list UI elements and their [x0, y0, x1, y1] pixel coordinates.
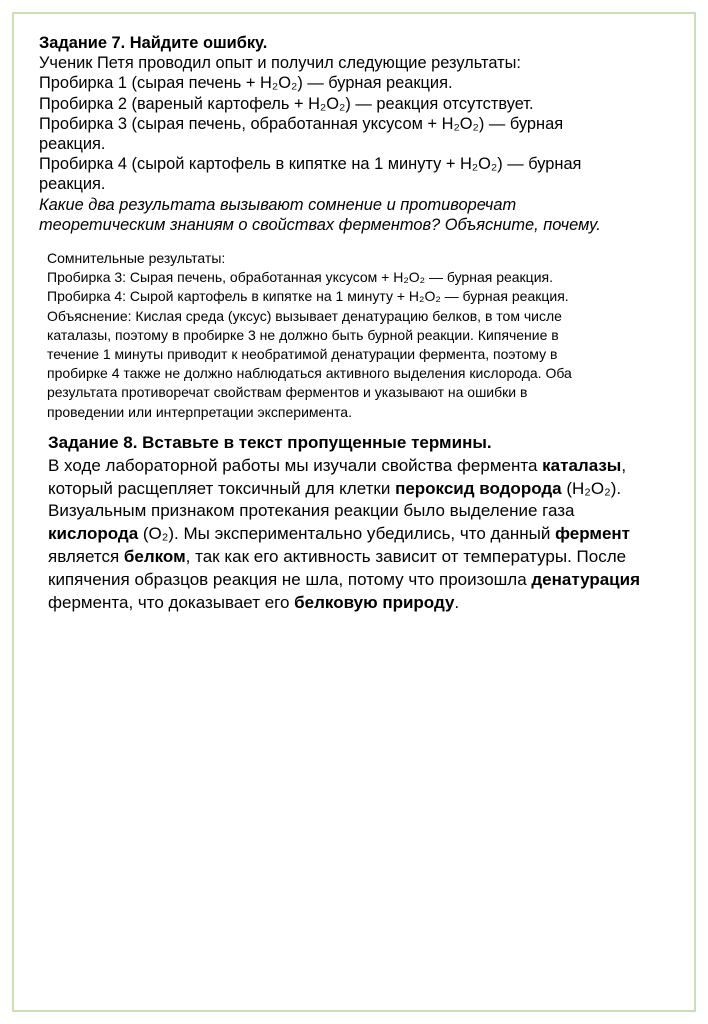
task-7-answer: [47, 249, 662, 422]
answer-line: проведении или интерпретации эксперимента.: [47, 403, 352, 420]
task-7-question-cont: теоретическим знаниям о свойствах ферментов? Объясните, почему.: [39, 215, 601, 234]
task-8-line: Визуальным признаком протекания реакции было выделение газа: [48, 501, 575, 521]
test-tube-4-cont: реакция.: [39, 175, 106, 194]
answer-line: Сомнительные результаты:: [47, 250, 226, 266]
answer-line: результата противоречат свойствам ферментов и указывают на ошибки в: [47, 384, 528, 401]
text: является: [48, 546, 124, 566]
test-tube-3: Пробирка 3 (сырая печень, обработанная уксусом + H₂O₂) — бурная: [39, 114, 564, 133]
task-8-line: [48, 455, 668, 478]
term-protein: белком: [123, 546, 186, 566]
text: (O₂). Мы экспериментально убедились, что данный: [138, 524, 556, 544]
term-protein-nature: белковую природу: [294, 592, 455, 612]
text: фермента, что доказывает его: [48, 592, 295, 612]
task-8: [48, 432, 668, 614]
task-7-intro: Ученик Петя проводил опыт и получил следующие результаты:: [39, 54, 521, 73]
answer-line: пробирке 4 также не должно наблюдаться активного выделения кислорода. Оба: [47, 365, 572, 382]
task-8-line: [48, 569, 668, 592]
test-tube-3-cont: реакция.: [39, 135, 106, 154]
task-8-title: Задание 8. Вставьте в текст пропущенные термины.: [48, 433, 492, 452]
task-8-line: [48, 478, 668, 501]
term-denaturation: денатурация: [531, 569, 640, 589]
task-7-title: Задание 7. Найдите ошибку.: [39, 34, 268, 52]
text: , так как его активность зависит от температуры. После: [185, 546, 627, 566]
text: ,: [621, 455, 627, 475]
text: кипячения образцов реакция не шла, потому что произошла: [48, 569, 532, 589]
answer-line: Пробирка 3: Сырая печень, обработанная уксусом + H₂O₂ — бурная реакция.: [47, 269, 553, 286]
answer-line: Пробирка 4: Сырой картофель в кипятке на 1 минуту + H₂O₂ — бурная реакция.: [47, 288, 569, 305]
task-7-question: Какие два результата вызывают сомнение и противоречат: [39, 195, 517, 214]
task-8-line: [48, 592, 668, 615]
text: (H₂O₂).: [561, 478, 622, 498]
task-7: [39, 33, 659, 235]
test-tube-1: Пробирка 1 (сырая печень + H₂O₂) — бурная реакция.: [39, 74, 453, 93]
term-catalase: каталазы: [542, 455, 622, 475]
answer-line: течение 1 минуты приводит к необратимой денатурации фермента, поэтому в: [47, 346, 558, 363]
term-hydrogen-peroxide: пероксид водорода: [395, 478, 562, 498]
test-tube-2: Пробирка 2 (вареный картофель + H₂O₂) — реакция отсутствует.: [39, 94, 534, 113]
test-tube-4: Пробирка 4 (сырой картофель в кипятке на 1 минуту + H₂O₂) — бурная: [39, 155, 582, 174]
text: В ходе лабораторной работы мы изучали свойства фермента: [48, 455, 543, 475]
task-8-line: [48, 523, 668, 546]
term-enzyme: фермент: [555, 524, 630, 544]
term-oxygen: кислорода: [48, 524, 139, 544]
answer-line: Объяснение: Кислая среда (уксус) вызывает денатурацию белков, в том числе: [47, 307, 562, 324]
text: который расщепляет токсичный для клетки: [48, 478, 396, 498]
text: .: [454, 592, 460, 612]
task-8-line: [48, 546, 668, 569]
answer-line: каталазы, поэтому в пробирке 3 не должно быть бурной реакции. Кипячение в: [47, 326, 559, 343]
